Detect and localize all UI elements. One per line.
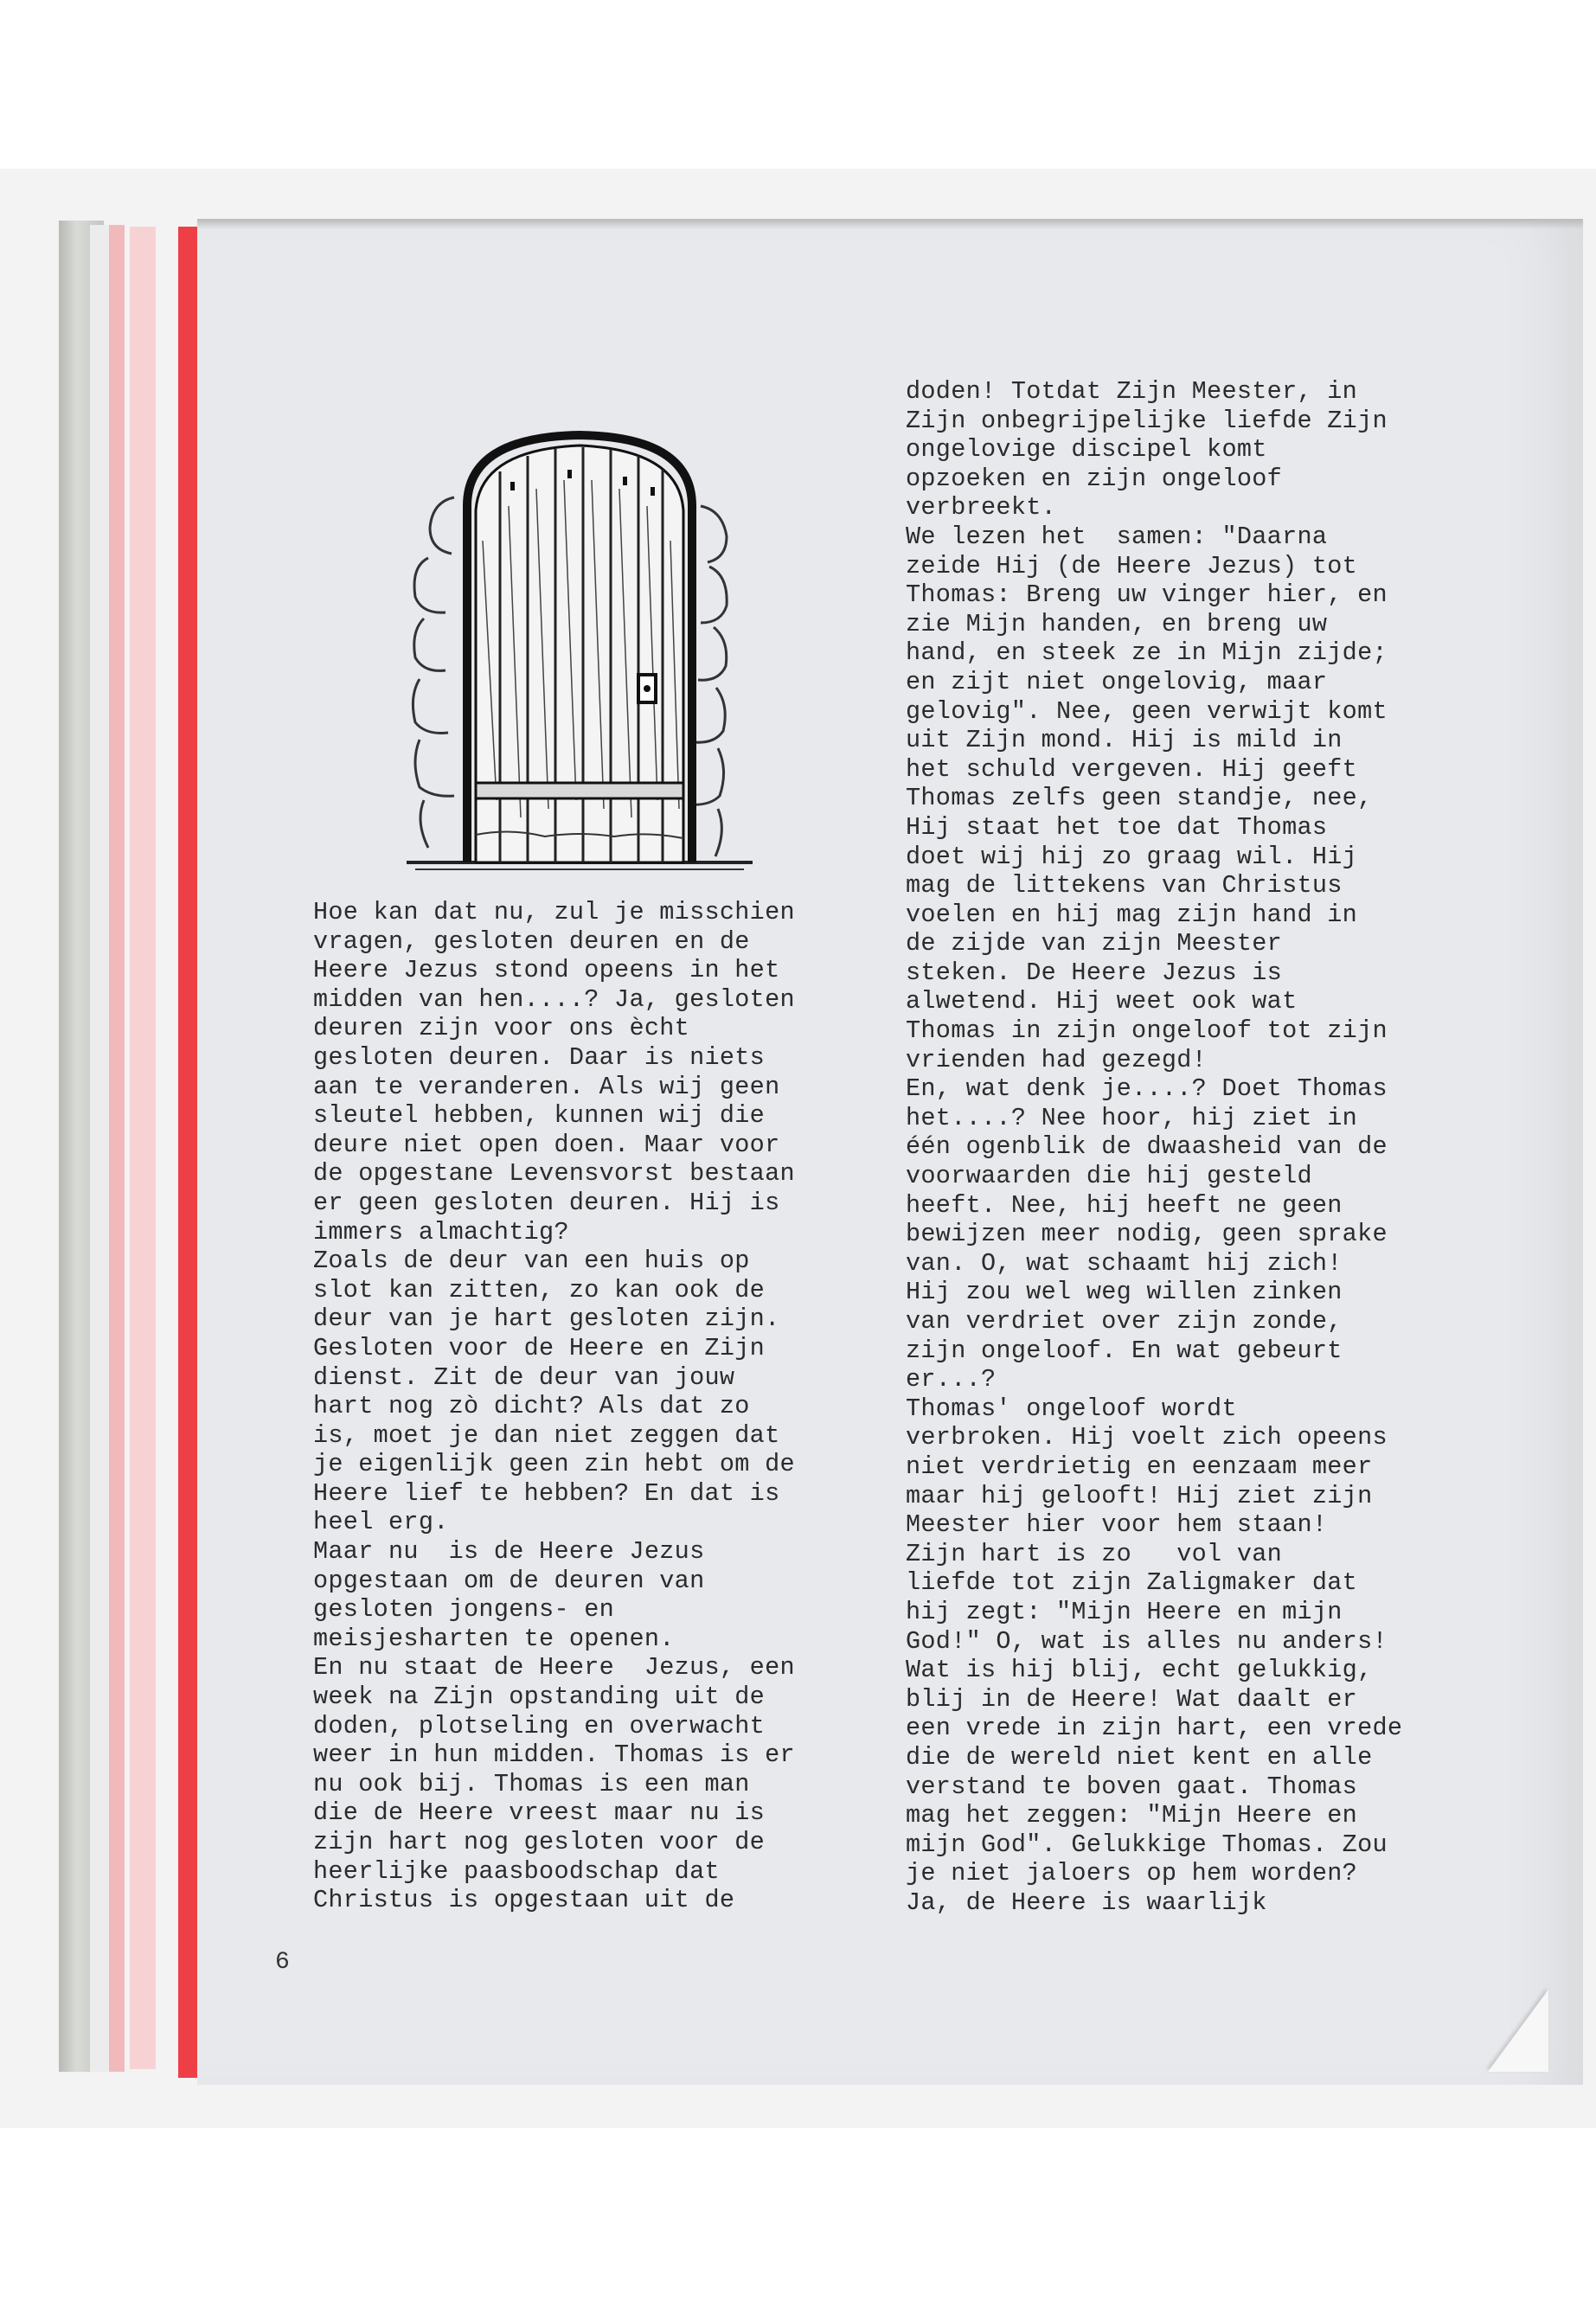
book-red-ribbon-edge [178, 227, 199, 2078]
door-icon [407, 402, 753, 874]
page-stack-pink-edge-inner [130, 227, 156, 2069]
text-column-right: doden! Totdat Zijn Meester, in Zijn onbegrijpelijke liefde Zijn ongelovige discipel komt opzoeken en zijn ongeloof verbreekt. We lezen het samen: "Daarna zeide Hij (de Heere Jezus) tot Thomas: Breng uw vinger hier, en zie Mijn handen, en breng uw hand, en steek ze in Mijn zijde; en zijt niet ongelovig, maar gelovig". Nee, geen verwijt komt uit Zijn mond. Hij is mild in het schuld vergeven. Hij geeft Thomas zelfs geen standje, nee, Hij staat het toe dat Thomas doet wij hij zo graag wil. Hij mag de littekens van Christus voelen en hij mag zijn hand in de zijde van zijn Meester steken. De Heere Jezus is alwetend. Hij weet ook wat Thomas in zijn ongeloof tot zijn vrienden had gezegd! En, wat denk je....? Doet Thomas het....? Nee hoor, hij ziet in één ogenblik de dwaasheid van de voorwaarden die hij gesteld heeft. Nee, hij heeft ne geen bewijzen meer nodig, geen sprake van. O, wat schaamt hij zich! Hij zou wel weg willen zinken van verdriet over zijn zonde, zijn ongeloof. En wat gebeurt er...? Thomas' ongeloof wordt verbroken. Hij voelt zich opeens niet verdrietig en eenzaam meer maar hij gelooft! Hij ziet zijn Meester hier voor hem staan! Zijn hart is zo vol van liefde tot zijn Zaligmaker dat hij zegt: "Mijn Heere en mijn God!" O, wat is alles nu anders! Wat is hij blij, echt gelukkig, blij in de Heere! Wat daalt er een vrede in zijn hart, een vrede die de wereld niet kent en alle verstand te boven gaat. Thomas mag het zeggen: "Mijn Heere en mijn God". Gelukkige Thomas. Zou je niet jaloers op hem worden? Ja, de Heere is waarlijk [906, 377, 1403, 1917]
page-stack-pink-edge [109, 225, 125, 2072]
page-number: 6 [275, 1949, 290, 1976]
text-column-left: Hoe kan dat nu, zul je misschien vragen, gesloten deuren en de Heere Jezus stond opeens in het midden van hen....? Ja, gesloten deuren zijn voor ons ècht gesloten deuren. Daar is niets aan te veranderen. Als wij geen sleutel hebben, kunnen wij die deure niet open doen. Maar voor de opgestane Levensvorst bestaan er geen gesloten deuren. Hij is immers almachtig? Zoals de deur van een huis op slot kan zitten, zo kan ook de deur van je hart gesloten zijn. Gesloten voor de Heere en Zijn dienst. Zit de deur van jouw hart nog zò dicht? Als dat zo is, moet je dan niet zeggen dat je eigenlijk geen zin hebt om de Heere lief te hebben? En dat is heel erg. Maar nu is de Heere Jezus opgestaan om de deuren van gesloten jongens- en meisjesharten te openen. En nu staat de Heere Jezus, een week na Zijn opstanding uit de doden, plotseling en overwacht weer in hun midden. Thomas is er nu ook bij. Thomas is een man die de Heere vreest maar nu is zijn hart nog gesloten voor de heerlijke paasboodschap dat Christus is opgestaan uit de [313, 898, 795, 1915]
page-corner-curl [1488, 1990, 1548, 2072]
page-top-shadow [197, 219, 1583, 229]
